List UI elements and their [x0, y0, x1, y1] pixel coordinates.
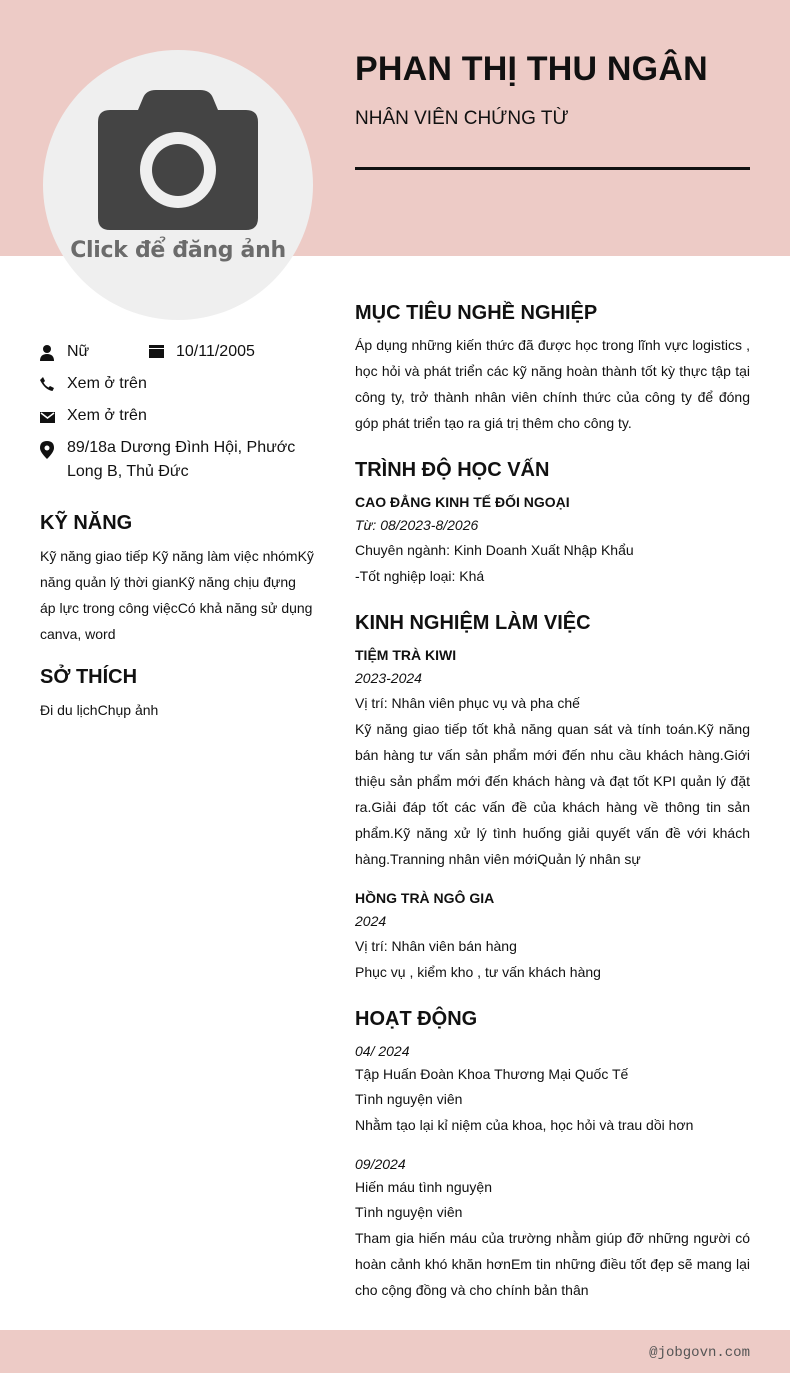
email-value: Xem ở trên: [67, 407, 147, 424]
activity-name: Hiến máu tình nguyện: [355, 1179, 492, 1195]
job-period: 2023-2024: [355, 670, 422, 686]
activity-description: Tham gia hiến máu của trường nhằm giúp đỡ những người có hoàn cảnh khó khăn hơnEm tin những điều tốt đẹp sẽ mang lại cho cộng đồng và cho chính bản thân: [355, 1230, 750, 1298]
job-description: Kỹ năng giao tiếp tốt khả năng quan sát và tính toán.Kỹ năng bán hàng tư vấn sản phẩm mới đến nhu cầu khách hàng.Giới thiệu sản phẩm mới đến khách hàng và đạt tốt KPI quản lý đặt ra.Giải đáp tốt các vấn đề của khách hàng về thông tin sản phẩm.Kỹ năng xử lý tình huống giải quyết vấn đề với khách hàng.Tranning nhân viên mớiQuản lý nhân sự: [355, 721, 750, 867]
activity-role: Tình nguyện viên: [355, 1091, 463, 1107]
candidate-name: PHAN THỊ THU NGÂN: [355, 50, 708, 88]
activity-name: Tập Huấn Đoàn Khoa Thương Mại Quốc Tế: [355, 1066, 629, 1082]
objective-text: Áp dụng những kiến thức đã được học trong lĩnh vực logistics , học hỏi và phát triển các kỹ năng hoàn thành tốt kỳ thực tập tại công ty, trở thành nhân viên chính thức của công ty để đóng góp phát triển tạo ra giá trị thêm cho công ty.: [355, 337, 750, 431]
job-company: HỒNG TRÀ NGÔ GIA: [355, 890, 495, 906]
camera-icon: [98, 90, 258, 230]
mail-icon: [40, 404, 67, 428]
calendar-icon: [149, 340, 176, 364]
skills-heading: KỸ NĂNG: [40, 512, 133, 534]
address-value: 89/18a Dương Đình Hội, Phước Long B, Thủ Đức: [67, 439, 296, 480]
hobbies-heading: SỞ THÍCH: [40, 666, 138, 688]
activity-date: 04/ 2024: [355, 1043, 410, 1059]
gender-row: [40, 340, 255, 364]
header-divider: [355, 167, 750, 170]
hobbies-text: Đi du lịchChụp ảnh: [40, 702, 159, 718]
location-pin-icon: [40, 436, 67, 484]
phone-value: Xem ở trên: [67, 375, 147, 392]
education-period: Từ: 08/2023-8/2026: [355, 517, 479, 533]
phone-row: [40, 372, 312, 396]
birthdate-value: 10/11/2005: [176, 343, 255, 360]
education-major: Chuyên ngành: Kinh Doanh Xuất Nhập Khẩu: [355, 542, 634, 558]
address-row: [40, 436, 312, 484]
activity-role: Tình nguyện viên: [355, 1204, 463, 1220]
job-title: NHÂN VIÊN CHỨNG TỪ: [355, 108, 569, 129]
job-period: 2024: [355, 913, 387, 929]
education-heading: TRÌNH ĐỘ HỌC VẤN: [355, 459, 550, 481]
job-company: TIỆM TRÀ KIWI: [355, 647, 457, 663]
avatar-caption: Click để đăng ảnh: [70, 238, 286, 263]
email-row: [40, 404, 312, 428]
activities-heading: HOẠT ĐỘNG: [355, 1008, 478, 1030]
objective-heading: MỤC TIÊU NGHỀ NGHIỆP: [355, 302, 598, 324]
phone-icon: [40, 372, 67, 396]
job-position: Vị trí: Nhân viên phục vụ và pha chế: [355, 695, 580, 711]
job-description: Phục vụ , kiểm kho , tư vấn khách hàng: [355, 964, 601, 980]
footer-watermark: @jobgovn.com: [649, 1345, 750, 1361]
skills-text: Kỹ năng giao tiếp Kỹ năng làm việc nhómKỹ năng quản lý thời gianKỹ năng chịu đựng áp lực trong công việcCó khả năng sử dụng canva, word: [40, 548, 314, 642]
education-school: CAO ĐẲNG KINH TẾ ĐỐI NGOẠI: [355, 494, 570, 510]
experience-heading: KINH NGHIỆM LÀM VIỆC: [355, 612, 591, 634]
person-icon: [40, 340, 67, 364]
activity-date: 09/2024: [355, 1156, 406, 1172]
job-position: Vị trí: Nhân viên bán hàng: [355, 938, 517, 954]
avatar-upload[interactable]: [43, 50, 313, 320]
gender-value: Nữ: [67, 343, 90, 360]
education-grade: -Tốt nghiệp loại: Khá: [355, 568, 485, 584]
activity-description: Nhằm tạo lại kỉ niệm của khoa, học hỏi và trau dồi hơn: [355, 1117, 694, 1133]
